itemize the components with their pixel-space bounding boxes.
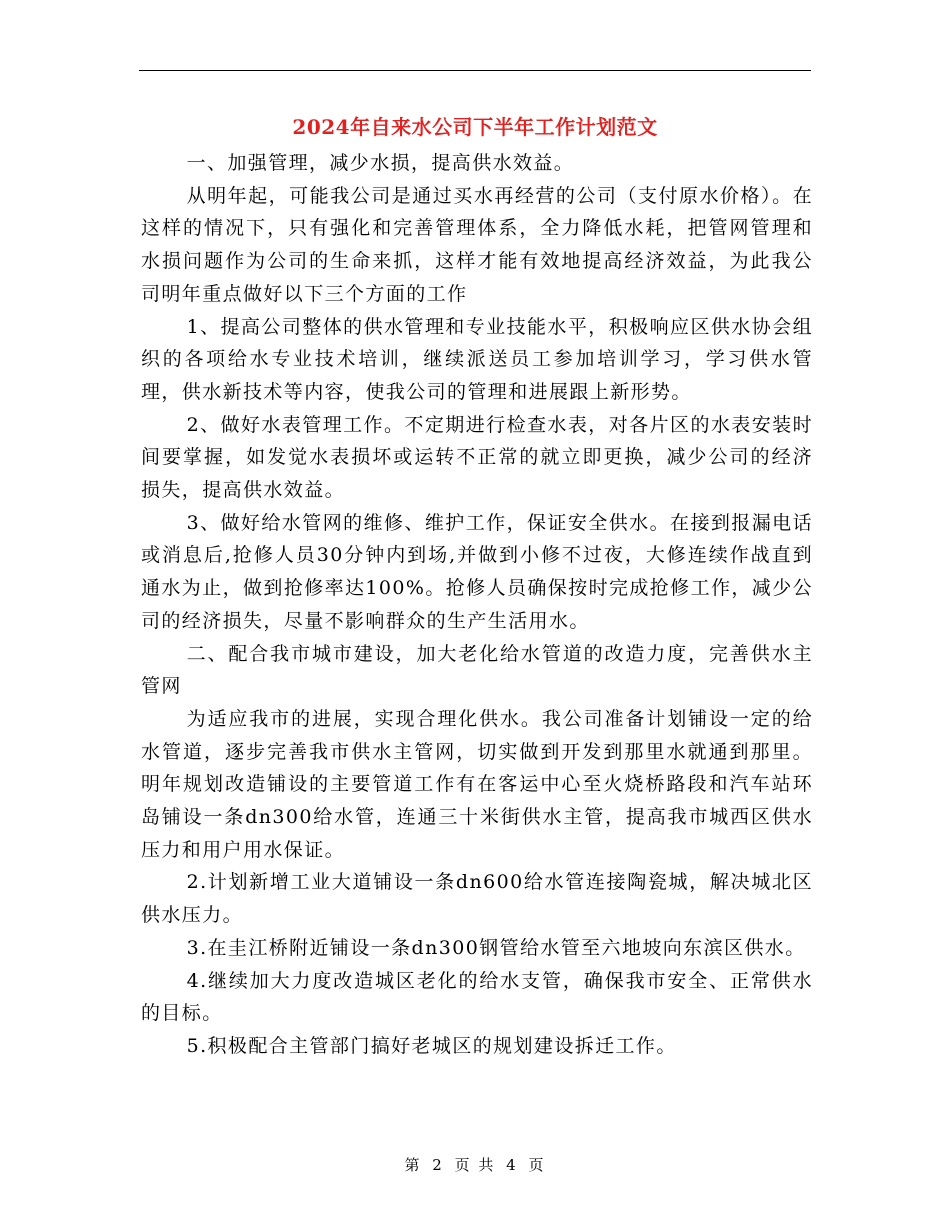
list-item-2b: 2.计划新增工业大道铺设一条dn600给水管连接陶瓷城，解决城北区供水压力。 <box>141 871 813 927</box>
document-body <box>141 147 813 1063</box>
list-item-3: 3、做好给水管网的维修、维护工作，保证安全供水。在接到报漏电话或消息后,抢修人员30分钟内到场,并做到小修不过夜，大修连续作战直到通水为止，做到抢修率达100%。抢修人员确保按时完成抢修工作，减少公司的经济损失，尽量不影响群众的生产生活用水。 <box>141 511 813 632</box>
document-title: 2024年自来水公司下半年工作计划范文 <box>292 115 658 139</box>
list-item-4b: 4.继续加大力度改造城区老化的给水支管，确保我市安全、正常供水的目标。 <box>141 969 813 1025</box>
list-item-3b: 3.在圭江桥附近铺设一条dn300钢管给水管至六地坡向东滨区供水。 <box>186 936 806 959</box>
section-heading-1: 一、加强管理，减少水损，提高供水效益。 <box>186 152 575 174</box>
footer-prefix: 第 <box>404 1156 422 1174</box>
paragraph: 从明年起，可能我公司是通过买水再经营的公司（支付原水价格）。在这样的情况下，只有强化和完善管理体系，全力降低水耗，把管网管理和水损问题作为公司的生命来抓，这样才能有效地提高经济效益，为此我公司明年重点做好以下三个方面的工作 <box>141 184 813 305</box>
section-heading-2: 二、配合我市城市建设，加大老化给水管道的改造力度，完善供水主管网 <box>141 642 813 698</box>
page-footer <box>0 1153 950 1177</box>
footer-middle: 页 共 <box>454 1156 496 1174</box>
list-item-1: 1、提高公司整体的供水管理和专业技能水平，积极响应区供水协会组织的各项给水专业技术培训，继续派送员工参加培训学习，学习供水管理，供水新技术等内容，使我公司的管理和进展跟上新形势。 <box>141 315 813 403</box>
list-item-2: 2、做好水表管理工作。不定期进行检查水表，对各片区的水表安装时间要掌握，如发觉水表损坏或运转不正常的就立即更换，减少公司的经济损失，提高供水效益。 <box>141 413 813 502</box>
header-rule <box>139 70 811 71</box>
footer-page-number: 2 <box>432 1156 444 1174</box>
paragraph: 为适应我市的进展，实现合理化供水。我公司准备计划铺设一定的给水管道，逐步完善我市供水主管网，切实做到开发到那里水就通到那里。明年规划改造铺设的主要管道工作有在客运中心至火烧桥路段和汽车站环岛铺设一条dn300给水管，连通三十米街供水主管，提高我市城西区供水压力和用户用水保证。 <box>141 707 813 861</box>
footer-total-pages: 4 <box>506 1156 518 1174</box>
list-item-5b: 5.积极配合主管部门搞好老城区的规划建设拆迁工作。 <box>186 1034 677 1057</box>
footer-suffix: 页 <box>528 1156 546 1174</box>
